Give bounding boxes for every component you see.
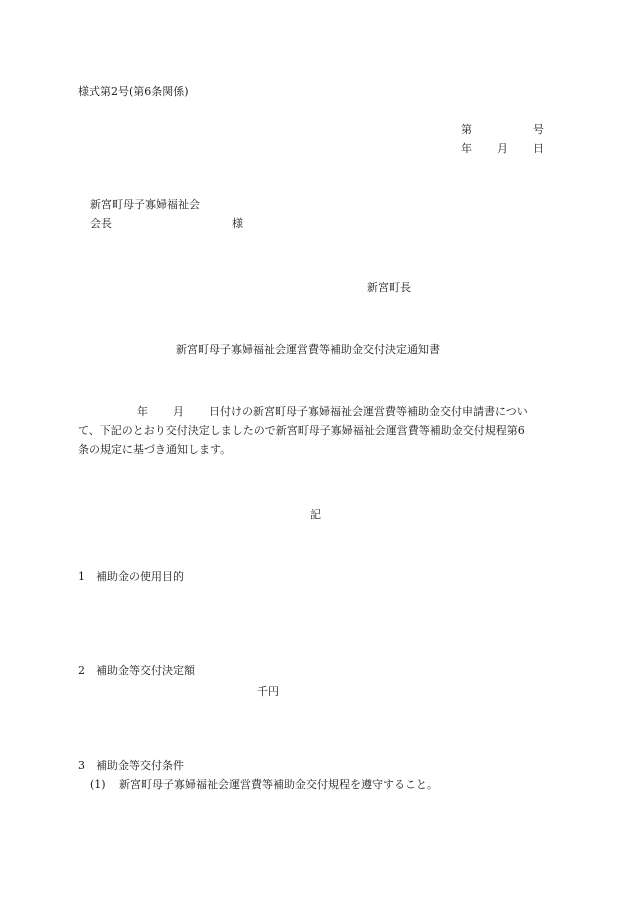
doc-number-suffix: 号 bbox=[533, 123, 544, 136]
item-2-label: 補助金等交付決定額 bbox=[96, 664, 195, 677]
date-month: 月 bbox=[497, 142, 508, 155]
date-day: 日 bbox=[533, 142, 544, 155]
recipient-title: 会長 bbox=[90, 217, 112, 230]
recipient-organization: 新宮町母子寡婦福祉会 bbox=[90, 198, 200, 211]
body-month: 月 bbox=[173, 405, 184, 418]
date-year: 年 bbox=[461, 142, 472, 155]
recipient-honorific: 様 bbox=[232, 217, 243, 230]
item-3-label: 補助金等交付条件 bbox=[96, 759, 184, 772]
sender: 新宮町長 bbox=[367, 281, 411, 294]
item-2-amount-unit: 千円 bbox=[257, 685, 279, 698]
ki-heading: 記 bbox=[310, 508, 321, 521]
body-line-1: 日付けの新宮町母子寡婦福祉会運営費等補助金交付申請書につい bbox=[209, 405, 528, 418]
body-line-3: 条の規定に基づき通知します。 bbox=[78, 443, 232, 456]
item-3-sub-1-number: (1) bbox=[90, 778, 106, 791]
item-1-label: 補助金の使用目的 bbox=[96, 570, 184, 583]
item-1-number: 1 bbox=[78, 570, 85, 583]
body-year: 年 bbox=[137, 405, 148, 418]
form-number: 様式第2号(第6条関係) bbox=[78, 85, 189, 98]
body-line-2: て、下記のとおり交付決定しましたので新宮町母子寡婦福祉会運営費等補助金交付規程第6 bbox=[78, 424, 525, 437]
item-3-sub-1-text: 新宮町母子寡婦福祉会運営費等補助金交付規程を遵守すること。 bbox=[119, 778, 438, 791]
doc-number-label: 第 bbox=[461, 123, 472, 136]
item-3-number: 3 bbox=[78, 759, 85, 772]
document-title: 新宮町母子寡婦福祉会運営費等補助金交付決定通知書 bbox=[176, 343, 440, 356]
item-2-number: 2 bbox=[78, 664, 85, 677]
